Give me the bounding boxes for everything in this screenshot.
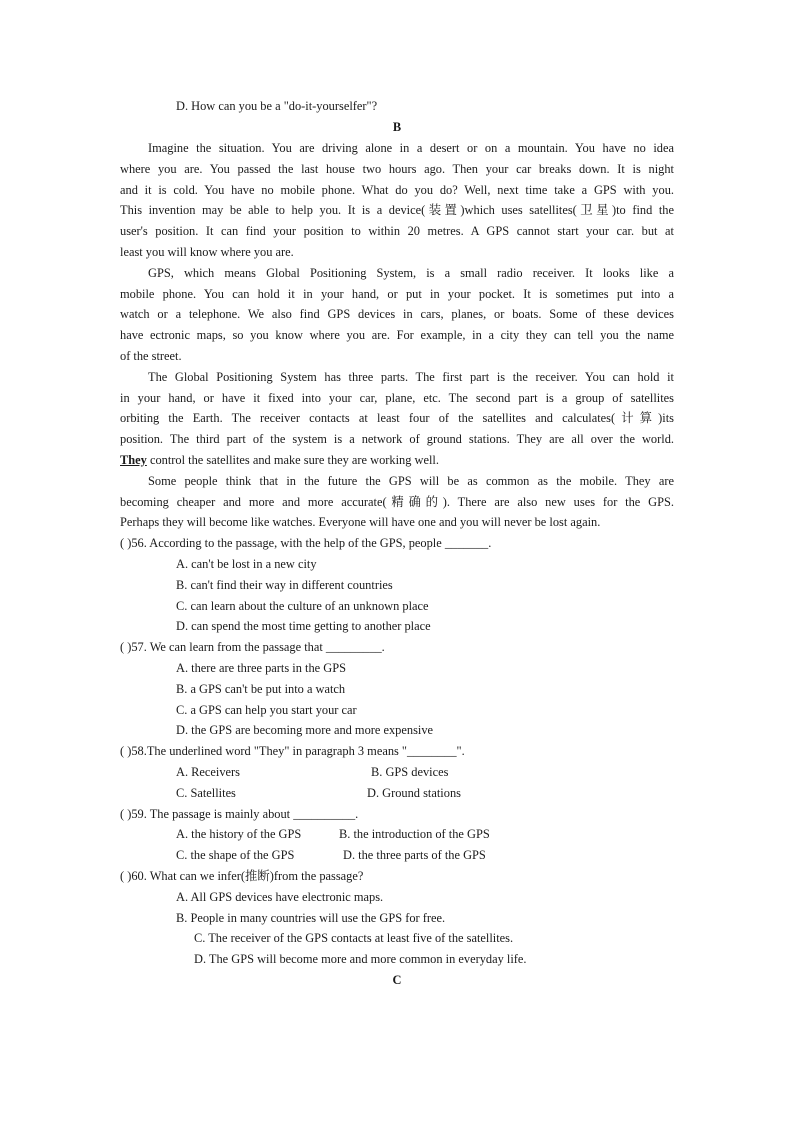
- para2-line: of the street.: [120, 349, 182, 363]
- question-59-option-a: A. the history of the GPS: [176, 827, 302, 841]
- para3-line: The Global Positioning System has three parts. The first part is the receiver. You can hold it: [148, 370, 674, 384]
- question-57-option-c: C. a GPS can help you start your car: [176, 703, 357, 717]
- question-56-option-d: D. can spend the most time getting to another place: [176, 619, 431, 633]
- question-60-option-d: D. The GPS will become more and more common in everyday life.: [194, 952, 527, 966]
- para1-line: Imagine the situation. You are driving alone in a desert or on a mountain. You have no idea: [148, 141, 674, 155]
- question-60-option-b: B. People in many countries will use the GPS for free.: [176, 911, 446, 925]
- para2-line: have ectronic maps, so you know where you are. For example, in a city they can tell you the name: [120, 328, 674, 342]
- question-60-option-c: C. The receiver of the GPS contacts at least five of the satellites.: [194, 931, 514, 945]
- question-57-option-d: D. the GPS are becoming more and more expensive: [176, 723, 434, 737]
- para3-line: in your hand, or have it fixed into your car, plane, etc. The second part is a group of satellites: [120, 391, 674, 405]
- question-59-option-c: C. the shape of the GPS: [176, 848, 295, 862]
- para4-line: becoming cheaper and more and more accurate(精确的). There are also new uses for the GPS.: [120, 495, 674, 509]
- para2-line: watch or a telephone. We also find GPS devices in cars, planes, or boats. Some of these devices: [120, 307, 674, 321]
- section-b-heading: B: [392, 120, 402, 134]
- question-56-option-b: B. can't find their way in different countries: [176, 578, 393, 592]
- question-56-option-c: C. can learn about the culture of an unknown place: [176, 599, 429, 613]
- para1-line: and it is cold. You have no mobile phone. What do you do? Well, next time take a GPS with you.: [120, 183, 674, 197]
- para1-line: where you are. You passed the last house two hours ago. Then your car breaks down. It is night: [120, 162, 674, 176]
- question-57-option-a: A. there are three parts in the GPS: [176, 661, 346, 675]
- question-56-option-a: A. can't be lost in a new city: [176, 557, 317, 571]
- question-60-stem: ( )60. What can we infer(推断)from the passage?: [120, 869, 364, 883]
- question-60-option-a: A. All GPS devices have electronic maps.: [176, 890, 384, 904]
- para2-line: GPS, which means Global Positioning System, is a small radio receiver. It looks like a: [148, 266, 674, 280]
- question-58-option-c: C. Satellites: [176, 786, 236, 800]
- para2-line: mobile phone. You can hold it in your hand, or put in your pocket. It is sometimes put into a: [120, 287, 674, 301]
- question-59-option-d: D. the three parts of the GPS: [343, 848, 486, 862]
- question-57-stem: ( )57. We can learn from the passage that _________.: [120, 640, 385, 654]
- para3-line: orbiting the Earth. The receiver contacts at least four of the satellites and calculates(计算)its: [120, 411, 674, 425]
- underlined-word-they: They: [120, 453, 147, 467]
- para1-line: This invention may be able to help you. It is a device(装置)which uses satellites(卫星)to find the: [120, 203, 674, 217]
- question-59-option-b: B. the introduction of the GPS: [339, 827, 490, 841]
- question-58-option-d: D. Ground stations: [367, 786, 461, 800]
- question-58-stem: ( )58.The underlined word "They" in paragraph 3 means "________".: [120, 744, 465, 758]
- para4-line: Perhaps they will become like watches. Everyone will have one and you will never be lost again.: [120, 515, 601, 529]
- para4-line: Some people think that in the future the GPS will be as common as the mobile. They are: [148, 474, 674, 488]
- para3-last-line-rest: control the satellites and make sure they are working well.: [146, 453, 439, 467]
- para3-line: position. The third part of the system is a network of ground stations. They are all over the world.: [120, 432, 674, 446]
- question-58-option-a: A. Receivers: [176, 765, 240, 779]
- prev-question-option-d: D. How can you be a "do-it-yourselfer"?: [176, 99, 378, 113]
- para1-line: least you will know where you are.: [120, 245, 294, 259]
- question-58-option-b: B. GPS devices: [371, 765, 449, 779]
- question-59-stem: ( )59. The passage is mainly about __________.: [120, 807, 359, 821]
- para3-last-line: [120, 450, 674, 471]
- para1-line: user's position. It can find your position to within 20 metres. A GPS cannot start your car. but at: [120, 224, 674, 238]
- section-c-heading: C: [392, 973, 402, 987]
- question-56-stem: ( )56. According to the passage, with the help of the GPS, people _______.: [120, 536, 492, 550]
- question-57-option-b: B. a GPS can't be put into a watch: [176, 682, 346, 696]
